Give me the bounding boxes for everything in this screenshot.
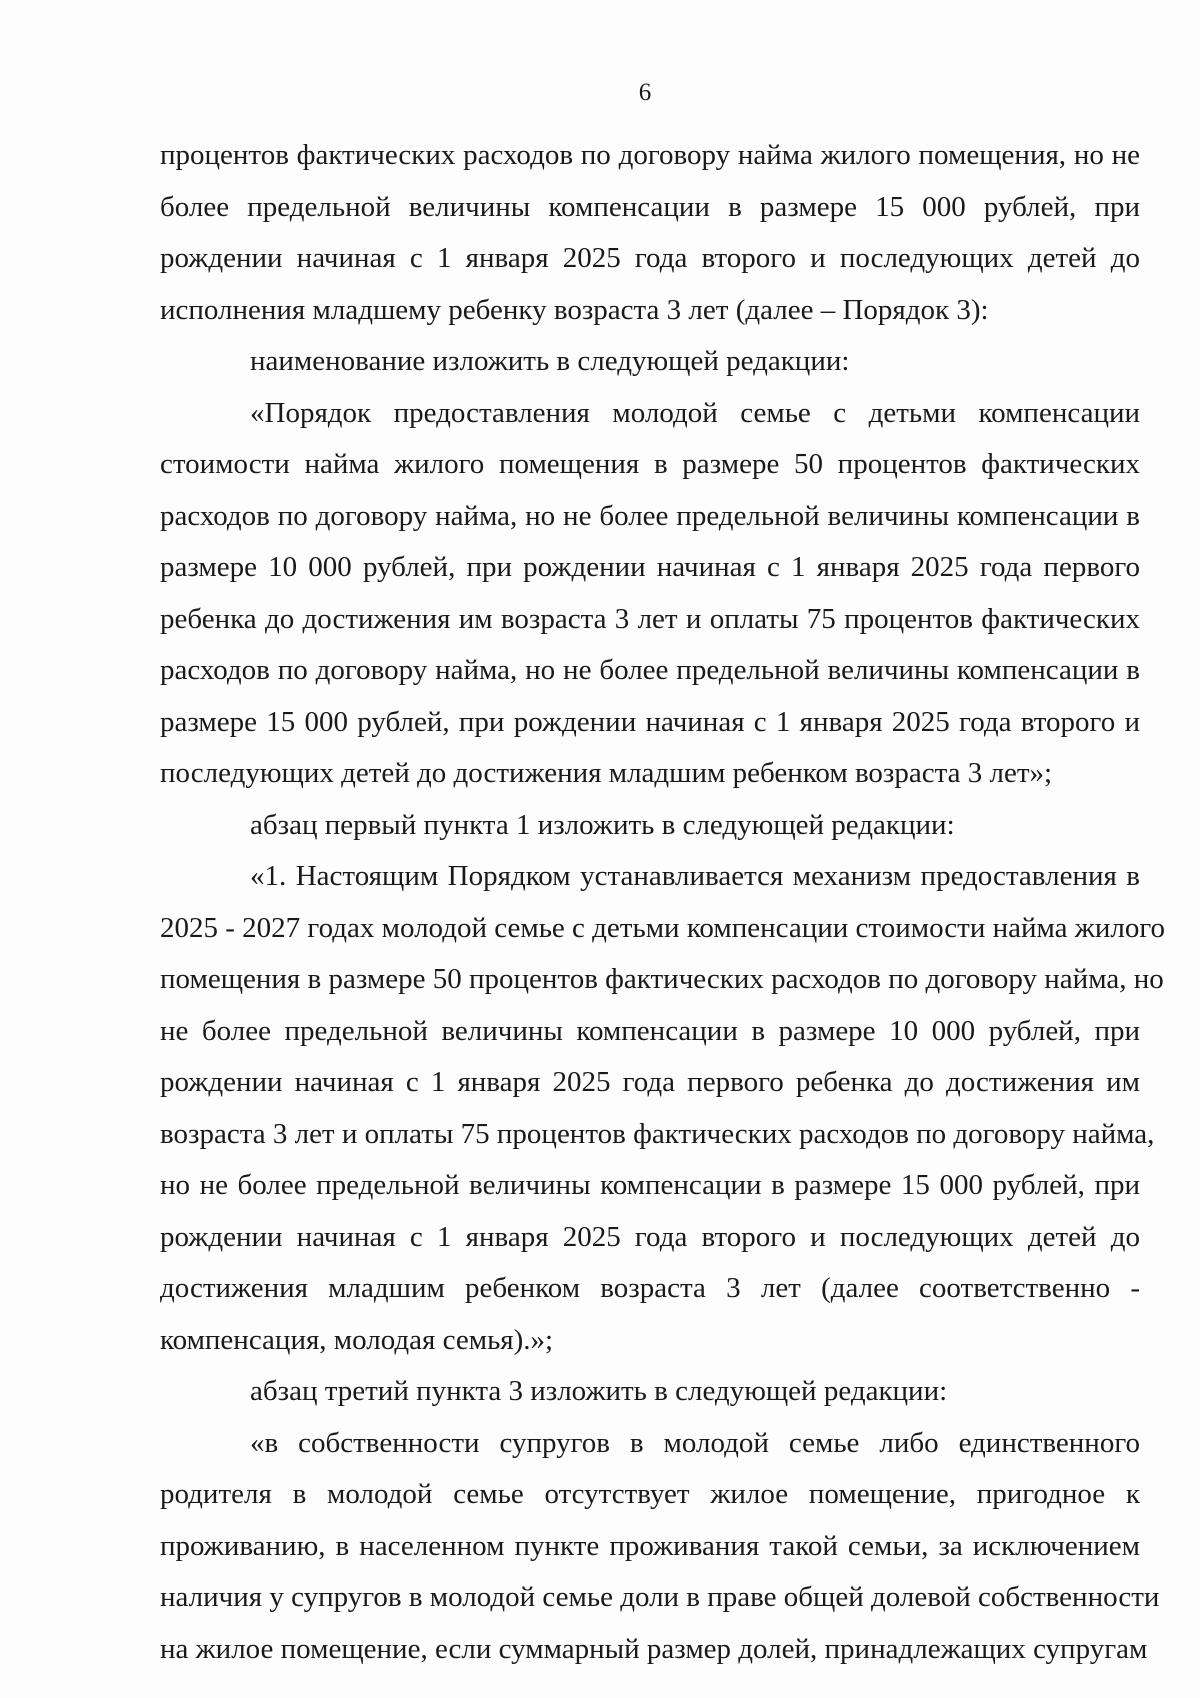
text-line: размере 10 000 рублей, при рождении начиная с 1 января 2025 года первого xyxy=(160,551,1140,583)
text-line: 2025 - 2027 годах молодой семье с детьми компенсации стоимости найма жилого xyxy=(160,911,1166,944)
text-line: рождении начиная с 1 января 2025 года второго и последующих детей до xyxy=(160,242,1140,274)
paragraph xyxy=(160,851,1166,1366)
text-line: достижения младшим ребенком возраста 3 лет (далее соответственно - xyxy=(160,1272,1140,1304)
text-line: компенсация, молодая семья).»; xyxy=(160,1323,554,1356)
page-number: 6 xyxy=(638,79,652,106)
text-line: «Порядок предоставления молодой семье с детьми компенсации xyxy=(250,396,1140,429)
paragraph xyxy=(160,336,1140,388)
text-line: рождении начиная с 1 января 2025 года первого ребенка до достижения им xyxy=(160,1066,1140,1098)
text-line: стоимости найма жилого помещения в размере 50 процентов фактических xyxy=(160,448,1140,480)
text-line: не более предельной величины компенсации в размере 10 000 рублей, при xyxy=(160,1014,1140,1047)
text-line: на жилое помещение, если суммарный размер долей, принадлежащих супругам xyxy=(160,1632,1148,1665)
text-line: абзац первый пункта 1 изложить в следующей редакции: xyxy=(250,808,955,841)
document-body xyxy=(160,130,1166,1675)
text-line: абзац третий пункта 3 изложить в следующей редакции: xyxy=(250,1375,948,1407)
paragraph xyxy=(160,1418,1160,1676)
text-line: ребенка до достижения им возраста 3 лет и оплаты 75 процентов фактических xyxy=(160,602,1140,635)
text-line: расходов по договору найма, но не более предельной величины компенсации в xyxy=(160,499,1140,532)
text-line: последующих детей до достижения младшим ребенком возраста 3 лет»; xyxy=(160,757,1053,789)
text-line: более предельной величины компенсации в размере 15 000 рублей, при xyxy=(160,190,1140,223)
text-line: «в собственности супругов в молодой семье либо единственного xyxy=(250,1426,1140,1459)
text-line: проживанию, в населенном пункте проживания такой семьи, за исключением xyxy=(160,1529,1140,1562)
text-line: расходов по договору найма, но не более предельной величины компенсации в xyxy=(160,654,1140,686)
text-line: рождении начиная с 1 января 2025 года второго и последующих детей до xyxy=(160,1220,1140,1253)
text-line: наименование изложить в следующей редакции: xyxy=(250,345,850,377)
paragraph xyxy=(160,388,1140,800)
text-line: помещения в размере 50 процентов фактических расходов по договору найма, но xyxy=(160,963,1164,995)
paragraph xyxy=(160,130,1140,336)
paragraph xyxy=(160,1366,1140,1418)
text-line: возраста 3 лет и оплаты 75 процентов фактических расходов по договору найма, xyxy=(160,1117,1155,1150)
paragraph xyxy=(160,800,1140,852)
text-line: «1. Настоящим Порядком устанавливается механизм предоставления в xyxy=(250,860,1140,892)
text-line: размере 15 000 рублей, при рождении начиная с 1 января 2025 года второго и xyxy=(160,705,1140,738)
text-line: процентов фактических расходов по договору найма жилого помещения, но не xyxy=(160,139,1140,171)
text-line: наличия у супругов в молодой семье доли в праве общей долевой собственности xyxy=(160,1581,1160,1613)
text-line: но не более предельной величины компенсации в размере 15 000 рублей, при xyxy=(160,1169,1140,1201)
text-line: родителя в молодой семье отсутствует жилое помещение, пригодное к xyxy=(160,1478,1140,1510)
text-line: исполнения младшему ребенку возраста 3 лет (далее – Порядок 3): xyxy=(160,293,989,326)
